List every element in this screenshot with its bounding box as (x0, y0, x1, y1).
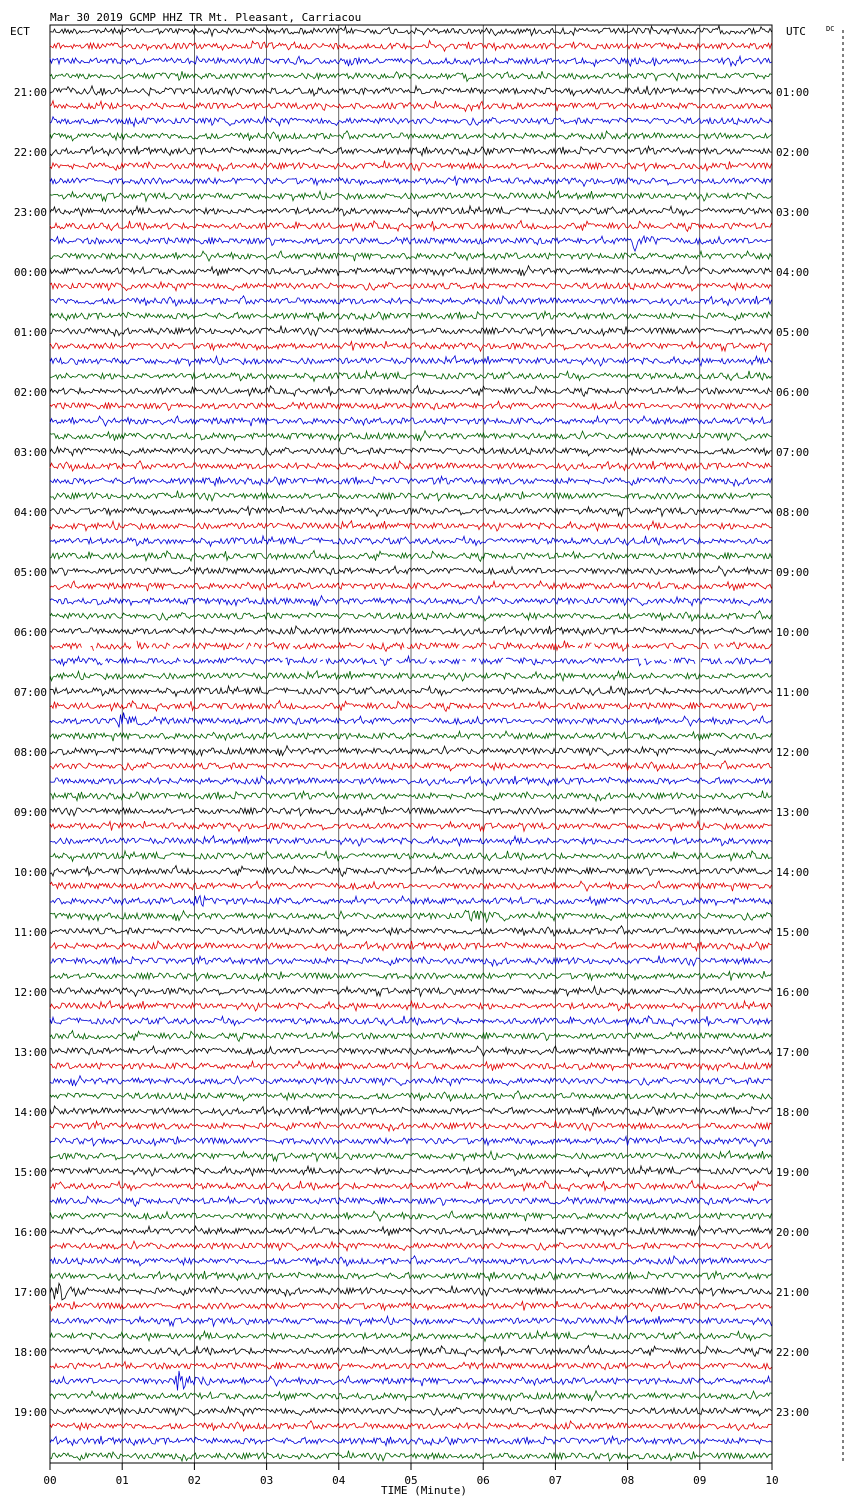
chart-title: Mar 30 2019 GCMP HHZ TR Mt. Pleasant, Carriacou (50, 11, 362, 24)
right-hour-label: 19:00 (776, 1166, 810, 1179)
x-tick-label-07: 07 (548, 1474, 563, 1487)
right-hour-label: 20:00 (776, 1226, 810, 1239)
right-hour-label: 11:00 (776, 686, 810, 699)
dc-label: DC (826, 25, 835, 33)
left-hour-label: 19:00 (13, 1406, 47, 1419)
x-tick-label-01: 01 (115, 1474, 129, 1487)
right-hour-label: 23:00 (776, 1406, 810, 1419)
x-tick-label-09: 09 (693, 1474, 707, 1487)
x-tick-label-08: 08 (620, 1474, 635, 1487)
right-hour-label: 16:00 (776, 986, 810, 999)
right-timezone-label: UTC (786, 25, 806, 38)
left-hour-label: 23:00 (13, 206, 47, 219)
left-hour-label: 11:00 (13, 926, 47, 939)
x-tick-label-06: 06 (476, 1474, 490, 1487)
right-hour-label: 13:00 (776, 806, 810, 819)
left-hour-label: 03:00 (13, 446, 47, 459)
x-tick-label-02: 02 (187, 1474, 202, 1487)
x-tick-label-05: 05 (404, 1474, 418, 1487)
left-hour-label: 01:00 (13, 326, 47, 339)
right-hour-label: 22:00 (776, 1346, 810, 1359)
left-hour-label: 16:00 (13, 1226, 47, 1239)
left-hour-label: 21:00 (13, 86, 47, 99)
right-hour-label: 09:00 (776, 566, 810, 579)
left-hour-label: 07:00 (13, 686, 47, 699)
right-hour-label: 08:00 (776, 506, 810, 519)
right-hour-label: 01:00 (776, 86, 810, 99)
right-hour-label: 03:00 (776, 206, 810, 219)
right-hour-label: 07:00 (776, 446, 810, 459)
right-hour-label: 02:00 (776, 146, 810, 159)
right-hour-label: 06:00 (776, 386, 810, 399)
right-hour-label: 05:00 (776, 326, 810, 339)
left-hour-label: 08:00 (13, 746, 47, 759)
right-hour-labels (776, 86, 809, 1419)
right-hour-label: 14:00 (776, 866, 810, 879)
right-hour-label: 12:00 (776, 746, 810, 759)
right-hour-label: 18:00 (776, 1106, 810, 1119)
left-timezone-label: ECT (10, 25, 30, 38)
left-hour-label: 15:00 (13, 1166, 47, 1179)
left-hour-label: 00:00 (13, 266, 47, 279)
x-tick-label-00: 00 (43, 1474, 57, 1487)
left-hour-label: 06:00 (13, 626, 47, 639)
x-tick-label-04: 04 (332, 1474, 346, 1487)
left-hour-label: 04:00 (13, 506, 47, 519)
right-hour-label: 04:00 (776, 266, 810, 279)
right-hour-label: 15:00 (776, 926, 810, 939)
left-hour-label: 13:00 (13, 1046, 47, 1059)
left-hour-label: 12:00 (13, 986, 47, 999)
left-hour-labels (14, 86, 47, 1419)
left-hour-label: 10:00 (13, 866, 47, 879)
left-hour-label: 22:00 (13, 146, 47, 159)
right-hour-label: 17:00 (776, 1046, 810, 1059)
left-hour-label: 14:00 (13, 1106, 47, 1119)
x-tick-label-10: 10 (765, 1474, 779, 1487)
left-hour-label: 18:00 (13, 1346, 47, 1359)
left-hour-label: 05:00 (13, 566, 47, 579)
left-hour-label: 02:00 (13, 386, 47, 399)
left-hour-label: 09:00 (13, 806, 47, 819)
right-hour-label: 10:00 (776, 626, 810, 639)
x-tick-label-03: 03 (259, 1474, 274, 1487)
left-hour-label: 17:00 (13, 1286, 47, 1299)
x-axis-label: TIME (Minute) (380, 1484, 468, 1497)
right-hour-label: 21:00 (776, 1286, 810, 1299)
